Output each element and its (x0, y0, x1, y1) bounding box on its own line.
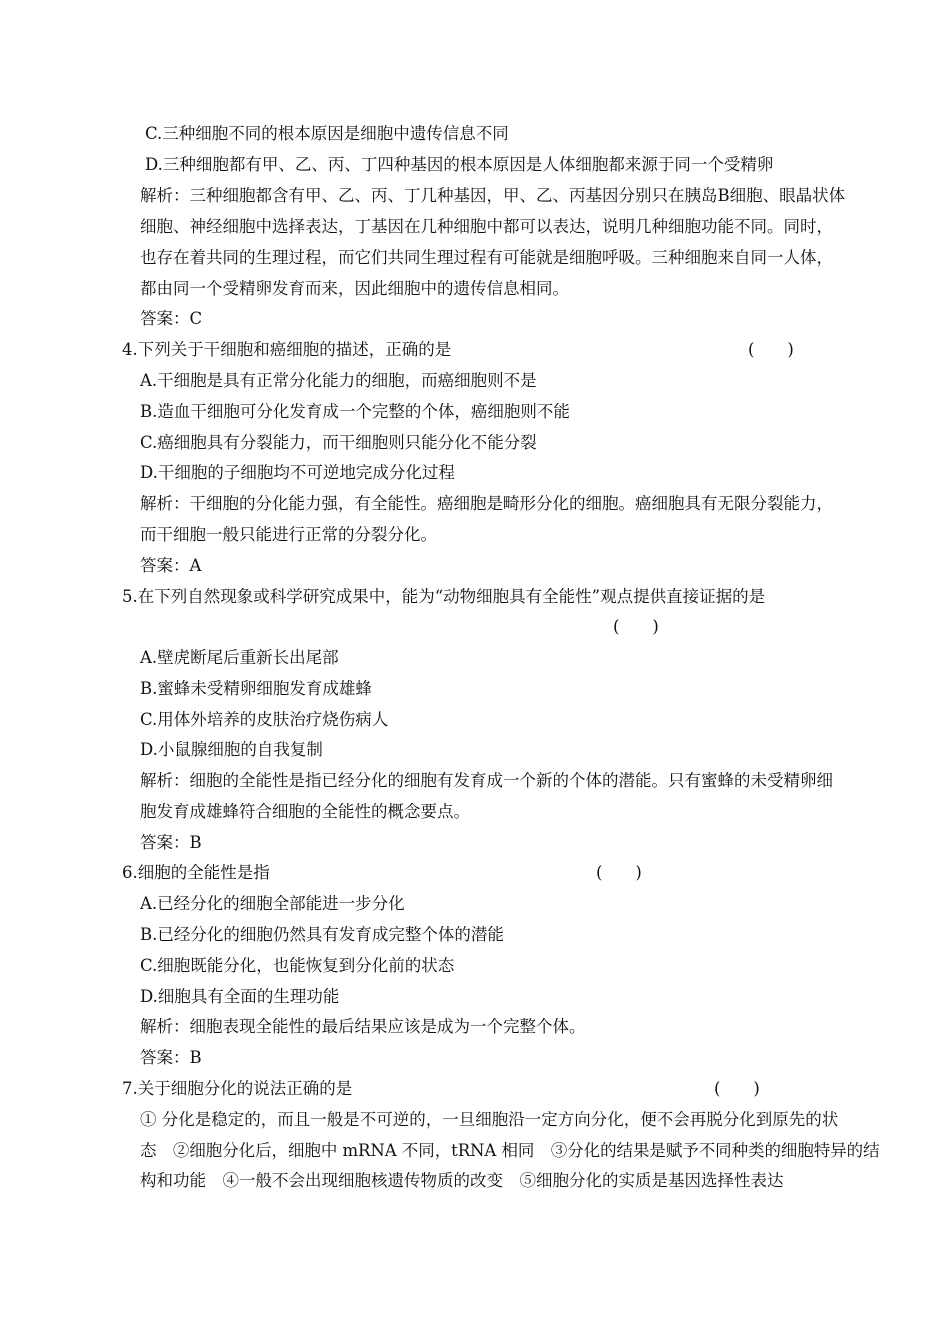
q3-option-c: C.三种细胞不同的根本原因是细胞中遗传信息不同 (145, 124, 509, 143)
q4-option-a: A.干细胞是具有正常分化能力的细胞，而癌细胞则不是 (140, 371, 537, 390)
q7-statement-line: 构和功能 ④一般不会出现细胞核遗传物质的改变 ⑤细胞分化的实质是基因选择性表达 (140, 1171, 784, 1190)
q3-analysis-line: 都由同一个受精卵发育而来，因此细胞中的遗传信息相同。 (140, 279, 569, 298)
q3-analysis-line: 细胞、神经细胞中选择表达，丁基因在几种细胞中都可以表达，说明几种细胞功能不同。同时， (140, 217, 833, 236)
q4-stem: 4.下列关于干细胞和癌细胞的描述，正确的是 (122, 340, 452, 359)
q3-analysis-line: 也存在着共同的生理过程，而它们共同生理过程有可能就是细胞呼吸。三种细胞来自同一人体， (140, 248, 833, 267)
q7-statement-line: ① 分化是稳定的，而且一般是不可逆的，一旦细胞沿一定方向分化，便不会再脱分化到原先的状 (140, 1110, 839, 1129)
q6-stem: 6.细胞的全能性是指 (122, 863, 270, 882)
q5-option-b: B.蜜蜂未受精卵细胞发育成雄蜂 (140, 679, 372, 698)
q5-option-c: C.用体外培养的皮肤治疗烧伤病人 (140, 710, 389, 729)
q5-analysis-line: 解析：细胞的全能性是指已经分化的细胞有发育成一个新的个体的潜能。只有蜜蜂的未受精卵细 (140, 771, 833, 790)
q7-answer-blank: ( ) (714, 1079, 760, 1098)
q6-option-a: A.已经分化的细胞全部能进一步分化 (140, 894, 405, 913)
q4-analysis-line: 解析：干细胞的分化能力强，有全能性。癌细胞是畸形分化的细胞。癌细胞具有无限分裂能力， (140, 494, 833, 513)
q4-analysis-line: 而干细胞一般只能进行正常的分裂分化。 (140, 525, 437, 544)
q5-answer: 答案：B (140, 833, 202, 852)
q4-option-c: C.癌细胞具有分裂能力，而干细胞则只能分化不能分裂 (140, 433, 537, 452)
q4-option-d: D.干细胞的子细胞均不可逆地完成分化过程 (140, 463, 455, 482)
q5-answer-blank: ( ) (613, 617, 659, 636)
q6-analysis-line: 解析：细胞表现全能性的最后结果应该是成为一个完整个体。 (140, 1017, 586, 1036)
q6-option-d: D.细胞具有全面的生理功能 (140, 987, 340, 1006)
q4-option-b: B.造血干细胞可分化发育成一个完整的个体，癌细胞则不能 (140, 402, 570, 421)
q6-answer: 答案：B (140, 1048, 202, 1067)
q4-answer: 答案：A (140, 556, 202, 575)
q5-option-a: A.壁虎断尾后重新长出尾部 (140, 648, 339, 667)
q6-answer-blank: ( ) (596, 863, 642, 882)
q5-option-d: D.小鼠腺细胞的自我复制 (140, 740, 323, 759)
q3-option-d: D.三种细胞都有甲、乙、丙、丁四种基因的根本原因是人体细胞都来源于同一个受精卵 (145, 155, 774, 174)
q7-stem: 7.关于细胞分化的说法正确的是 (122, 1079, 353, 1098)
q5-stem: 5.在下列自然现象或科学研究成果中，能为“动物细胞具有全能性”观点提供直接证据的是 (122, 587, 766, 606)
q3-analysis-line: 解析：三种细胞都含有甲、乙、丙、丁几种基因，甲、乙、丙基因分别只在胰岛B细胞、眼晶状体 (140, 186, 846, 205)
q6-option-b: B.已经分化的细胞仍然具有发育成完整个体的潜能 (140, 925, 504, 944)
q5-analysis-line: 胞发育成雄蜂符合细胞的全能性的概念要点。 (140, 802, 470, 821)
q4-answer-blank: ( ) (748, 340, 794, 359)
q6-option-c: C.细胞既能分化，也能恢复到分化前的状态 (140, 956, 455, 975)
q7-statement-line: 态 ②细胞分化后，细胞中 mRNA 不同，tRNA 相同 ③分化的结果是赋予不同种类的细胞特异的结 (140, 1141, 880, 1160)
q3-answer: 答案：C (140, 309, 203, 328)
